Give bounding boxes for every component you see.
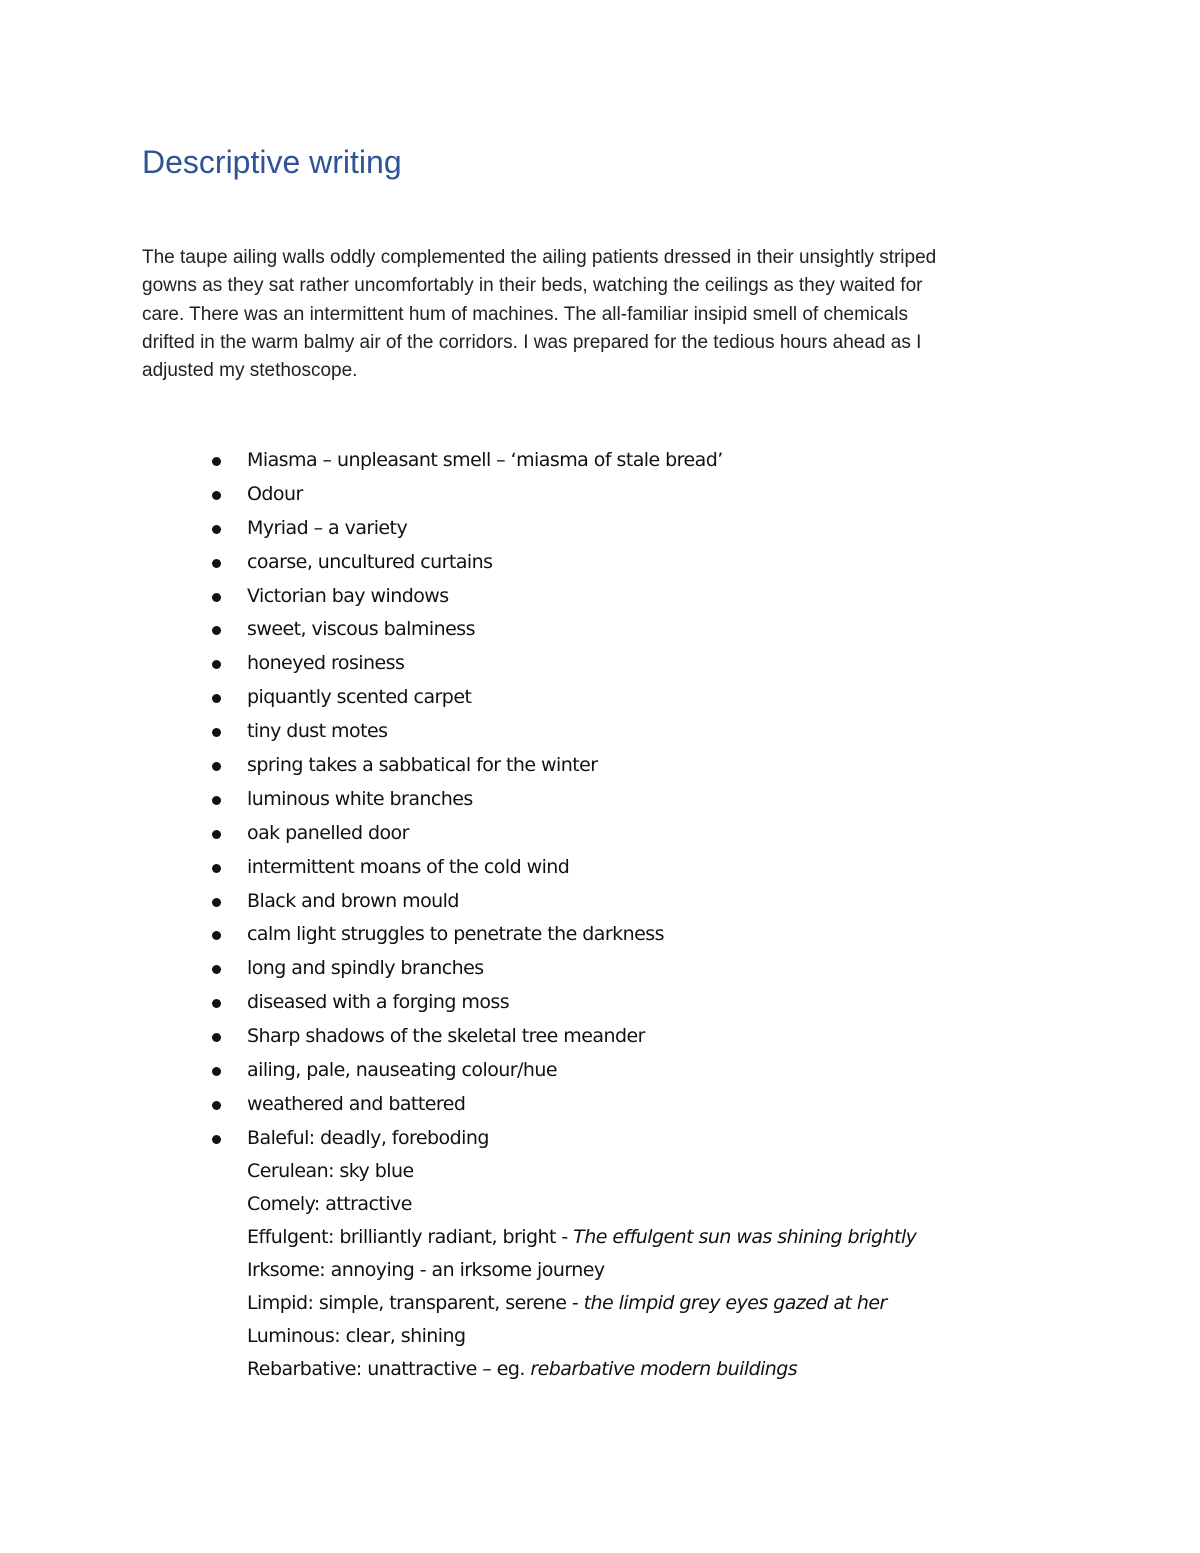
bullet-icon <box>212 1067 221 1076</box>
bullet-icon <box>212 626 221 635</box>
bullet-icon <box>212 593 221 602</box>
bullet-icon <box>212 694 221 703</box>
bullet-icon <box>212 796 221 805</box>
list-item-text: Sharp shadows of the skeletal tree meander <box>247 1025 645 1048</box>
list-item-text: long and spindly branches <box>247 957 484 980</box>
list-item <box>212 885 723 919</box>
list-item-text: sweet, viscous balminess <box>247 618 475 641</box>
intro-line: adjusted my stethoscope. <box>142 360 358 382</box>
glossary-example: the limpid grey eyes gazed at her <box>583 1292 887 1314</box>
bullet-icon <box>212 1101 221 1110</box>
bullet-icon <box>212 965 221 974</box>
list-item-text: Baleful: deadly, foreboding <box>247 1126 489 1149</box>
list-item-text: Black and brown mould <box>247 889 459 912</box>
list-item-text: Miasma – unpleasant smell – ‘miasma of stale bread’ <box>247 449 723 471</box>
list-item <box>212 580 723 614</box>
bullet-icon <box>212 457 221 466</box>
glossary-term: Limpid: simple, transparent, serene - <box>247 1292 584 1314</box>
bullet-icon <box>212 1033 221 1042</box>
list-item <box>212 1020 723 1054</box>
list-item-text: oak panelled door <box>247 821 409 844</box>
list-item <box>212 749 723 783</box>
glossary-entry <box>247 1353 916 1386</box>
bullet-icon <box>212 830 221 839</box>
bullet-icon <box>212 762 221 771</box>
bullet-icon <box>212 525 221 534</box>
list-item-text: tiny dust motes <box>247 720 388 743</box>
list-item <box>212 681 723 715</box>
bullet-icon <box>212 491 221 500</box>
list-item-text: weathered and battered <box>247 1092 466 1115</box>
list-item <box>212 1088 723 1122</box>
list-item <box>212 613 723 647</box>
intro-line: gowns as they sat rather uncomfortably in their beds, watching the ceilings as they waited for <box>142 275 923 297</box>
glossary-entry <box>247 1254 916 1287</box>
list-item <box>212 546 723 580</box>
list-item-text: diseased with a forging moss <box>247 991 510 1014</box>
glossary-term: Rebarbative: unattractive – eg. <box>247 1358 531 1380</box>
glossary-term: Effulgent: brilliantly radiant, bright - <box>247 1226 574 1248</box>
list-item-text: luminous white branches <box>247 787 473 810</box>
glossary-entry <box>247 1155 916 1188</box>
glossary-entry <box>247 1221 916 1254</box>
list-item-text: spring takes a sabbatical for the winter <box>247 754 598 777</box>
glossary-entry <box>247 1320 916 1353</box>
glossary-term: Comely: attractive <box>247 1193 412 1215</box>
list-item-text: piquantly scented carpet <box>247 686 472 709</box>
intro-paragraph <box>142 244 1057 385</box>
list-item <box>212 986 723 1020</box>
bullet-icon <box>212 660 221 669</box>
glossary-example: The effulgent sun was shining brightly <box>573 1226 917 1248</box>
glossary-term: Cerulean: sky blue <box>247 1160 414 1182</box>
list-item-text: Victorian bay windows <box>247 584 449 607</box>
bullet-icon <box>212 559 221 568</box>
list-item-text: Odour <box>247 482 303 505</box>
list-item <box>212 851 723 885</box>
list-item <box>212 478 723 512</box>
list-item <box>212 783 723 817</box>
bullet-icon <box>212 898 221 907</box>
list-item-text: Myriad – a variety <box>247 516 408 539</box>
list-item <box>212 512 723 546</box>
list-item-text: intermittent moans of the cold wind <box>247 855 570 878</box>
list-item-text: honeyed rosiness <box>247 652 405 675</box>
page-title: Descriptive writing <box>142 144 402 180</box>
list-item <box>212 444 723 478</box>
glossary-example: rebarbative modern buildings <box>530 1358 798 1380</box>
bullet-icon <box>212 999 221 1008</box>
bullet-icon <box>212 931 221 940</box>
list-item <box>212 647 723 681</box>
glossary-entry <box>247 1188 916 1221</box>
bullet-icon <box>212 864 221 873</box>
list-item-text: coarse, uncultured curtains <box>247 550 493 573</box>
intro-line: The taupe ailing walls oddly complemented the ailing patients dressed in their unsightly striped <box>142 247 937 268</box>
intro-line: drifted in the warm balmy air of the corridors. I was prepared for the tedious hours ahead as I <box>142 331 922 353</box>
vocabulary-bullet-list <box>212 444 723 1156</box>
list-item <box>212 918 723 952</box>
list-item <box>212 715 723 749</box>
list-item-text: calm light struggles to penetrate the darkness <box>247 923 664 946</box>
glossary-list <box>247 1155 916 1386</box>
list-item-text: ailing, pale, nauseating colour/hue <box>247 1059 557 1082</box>
intro-line: care. There was an intermittent hum of machines. The all-familiar insipid smell of chemicals <box>142 303 908 325</box>
bullet-icon <box>212 1135 221 1144</box>
bullet-icon <box>212 728 221 737</box>
glossary-entry <box>247 1287 916 1320</box>
list-item <box>212 952 723 986</box>
glossary-term: Irksome: annoying - an irksome journey <box>247 1259 605 1281</box>
list-item <box>212 1054 723 1088</box>
list-item <box>212 1122 723 1156</box>
list-item <box>212 817 723 851</box>
glossary-term: Luminous: clear, shining <box>247 1325 466 1347</box>
